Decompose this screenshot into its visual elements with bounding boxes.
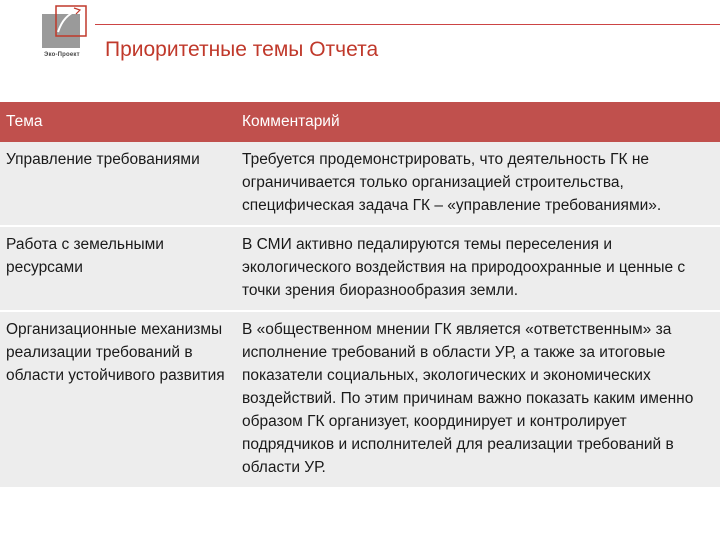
company-logo <box>0 0 95 78</box>
column-header-comment: Комментарий <box>235 102 720 142</box>
topic-cell: Организационные механизмы реализации требований в области устойчивого развития <box>0 311 235 488</box>
comment-cell: В СМИ активно педалируются темы переселения и экологического воздействия на природоохранные и ценные с точки зрения биоразнообразия земли. <box>235 226 720 311</box>
table-row <box>0 142 720 226</box>
table-row <box>0 311 720 488</box>
table-row <box>0 226 720 311</box>
logo-caption: Эко-Проект <box>44 52 80 58</box>
themes-table <box>0 102 720 489</box>
logo-mark-icon <box>0 0 95 78</box>
page-title: Приоритетные темы Отчета <box>105 38 379 61</box>
column-header-topic: Тема <box>0 102 235 142</box>
comment-cell: В «общественном мнении ГК является «ответственным» за исполнение требований в области УР, а также за итоговые показатели социальных, экологических и экономических воздействий. По этим причинам важно показать каким именно образом ГК организует, координирует и контролирует подрядчиков и исполнителей для реализации требований в области УР. <box>235 311 720 488</box>
title-rule <box>0 24 720 25</box>
topic-cell: Управление требованиями <box>0 142 235 226</box>
table-header-row <box>0 102 720 142</box>
comment-cell: Требуется продемонстрировать, что деятельность ГК не ограничивается только организацией строительства, специфическая задача ГК – «управление требованиями». <box>235 142 720 226</box>
topic-cell: Работа с земельными ресурсами <box>0 226 235 311</box>
